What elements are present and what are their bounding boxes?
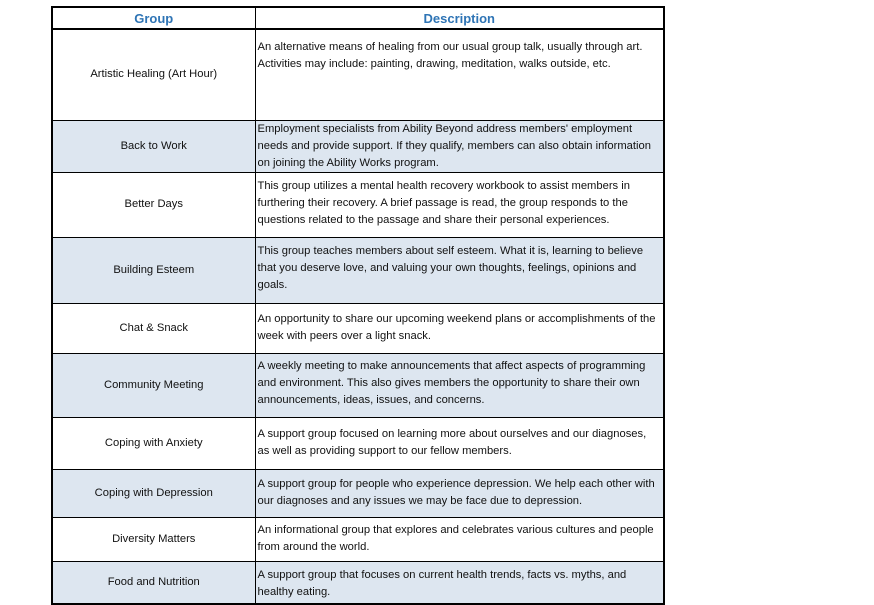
group-name: Community Meeting — [52, 353, 255, 417]
group-description: This group utilizes a mental health recovery workbook to assist members in furthering their recovery. A brief passage is read, the group responds to the questions related to the passage and share their personal experiences. — [255, 172, 664, 237]
table-row — [52, 237, 664, 303]
column-header-description: Description — [255, 7, 664, 29]
group-name: Food and Nutrition — [52, 561, 255, 604]
table-row — [52, 120, 664, 172]
group-name: Coping with Anxiety — [52, 417, 255, 469]
group-name: Diversity Matters — [52, 517, 255, 561]
group-name: Coping with Depression — [52, 469, 255, 517]
group-name: Artistic Healing (Art Hour) — [52, 29, 255, 120]
table-row — [52, 417, 664, 469]
table-row — [52, 29, 664, 120]
group-description: A support group that focuses on current health trends, facts vs. myths, and healthy eating. — [255, 561, 664, 604]
table-row — [52, 469, 664, 517]
header-row — [52, 7, 664, 29]
group-description: Employment specialists from Ability Beyond address members' employment needs and provide support. If they qualify, members can also obtain information on joining the Ability Works program. — [255, 120, 664, 172]
table-row — [52, 353, 664, 417]
group-description: A support group for people who experience depression. We help each other with our diagnoses and any issues we may be face due to depression. — [255, 469, 664, 517]
table-row — [52, 517, 664, 561]
table-row — [52, 172, 664, 237]
group-description: A weekly meeting to make announcements that affect aspects of programming and environment. This also gives members the opportunity to share their own announcements, ideas, issues, and concerns. — [255, 353, 664, 417]
group-name: Chat & Snack — [52, 303, 255, 353]
group-description: An opportunity to share our upcoming weekend plans or accomplishments of the week with peers over a light snack. — [255, 303, 664, 353]
column-header-group: Group — [52, 7, 255, 29]
group-name: Building Esteem — [52, 237, 255, 303]
group-description: This group teaches members about self esteem. What it is, learning to believe that you deserve love, and valuing your own thoughts, feelings, opinions and goals. — [255, 237, 664, 303]
group-description: An alternative means of healing from our usual group talk, usually through art. Activities may include: painting, drawing, meditation, walks outside, etc. — [255, 29, 664, 120]
table-row — [52, 303, 664, 353]
group-description: An informational group that explores and celebrates various cultures and people from around the world. — [255, 517, 664, 561]
group-description: A support group focused on learning more about ourselves and our diagnoses, as well as providing support to our fellow members. — [255, 417, 664, 469]
table-row — [52, 561, 664, 604]
group-name: Back to Work — [52, 120, 255, 172]
group-name: Better Days — [52, 172, 255, 237]
groups-table — [51, 6, 665, 605]
